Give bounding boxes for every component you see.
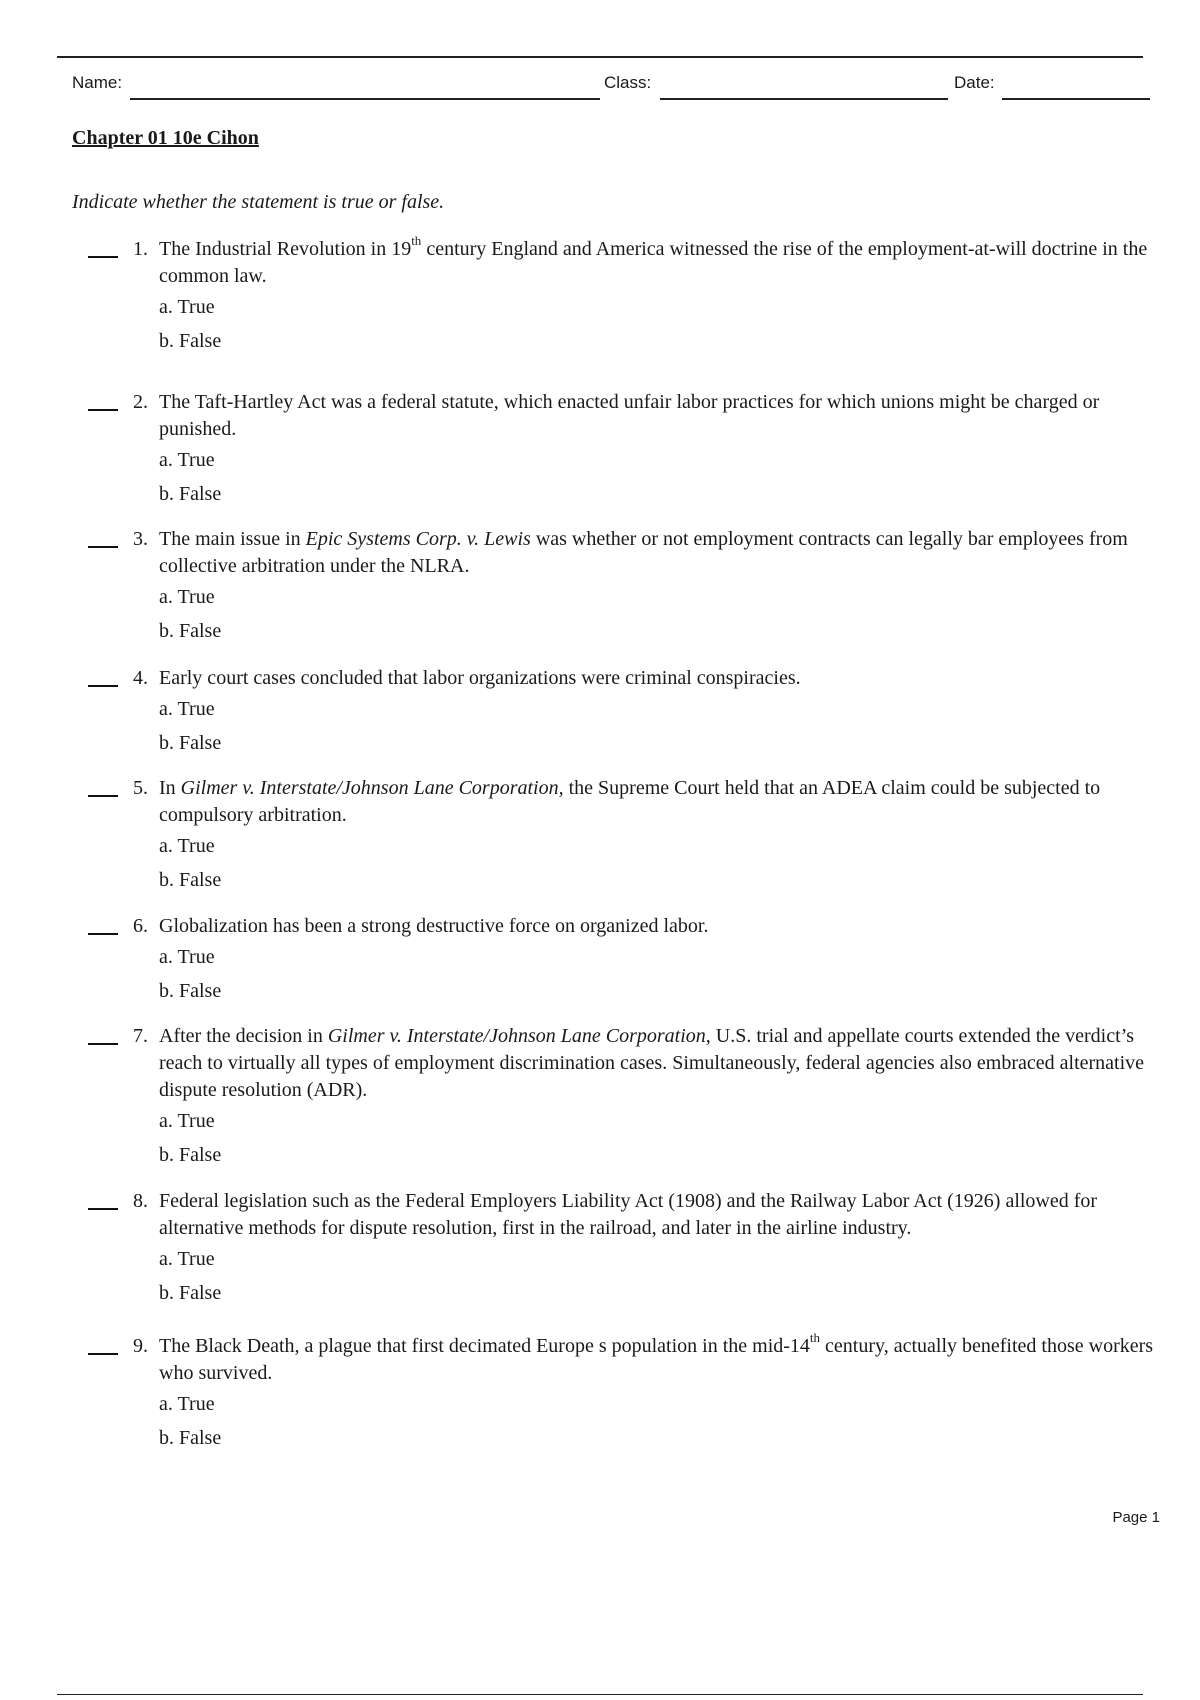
- option-false[interactable]: b. False: [159, 483, 222, 505]
- question-8: [88, 1188, 1168, 1310]
- question-stem: Federal legislation such as the Federal Employers Liability Act (1908) and the Railway Labor Act (1926) allowed for alternative methods for dispute resolution, first in the railroad, and later in the airline industry.: [159, 1190, 1098, 1239]
- question-number: 6.: [133, 915, 148, 937]
- question-number: 1.: [133, 238, 148, 260]
- question-number: 4.: [133, 667, 148, 689]
- option-false[interactable]: b. False: [159, 869, 222, 891]
- question-3: [88, 526, 1168, 648]
- question-stem: The Black Death, a plague that first decimated Europe s population in the mid-14th century, actually benefited those workers who survived.: [159, 1330, 1154, 1384]
- question-stem: The Taft-Hartley Act was a federal statute, which enacted unfair labor practices for which unions might be charged or punished.: [159, 391, 1100, 440]
- option-true[interactable]: a. True: [159, 296, 215, 318]
- question-9: [88, 1330, 1168, 1455]
- option-true[interactable]: a. True: [159, 946, 215, 968]
- answer-blank[interactable]: [88, 1192, 118, 1210]
- bottom-rule: [57, 1694, 1143, 1695]
- option-true[interactable]: a. True: [159, 1110, 215, 1132]
- answer-blank[interactable]: [88, 530, 118, 548]
- option-false[interactable]: b. False: [159, 1282, 222, 1304]
- page-number: Page 1: [1112, 1509, 1160, 1526]
- date-field[interactable]: [1002, 97, 1150, 100]
- question-number: 3.: [133, 528, 148, 550]
- question-7: [88, 1023, 1168, 1172]
- date-label: Date:: [954, 73, 995, 92]
- name-field[interactable]: [130, 97, 600, 100]
- question-number: 2.: [133, 391, 148, 413]
- option-true[interactable]: a. True: [159, 698, 215, 720]
- name-label: Name:: [72, 73, 123, 92]
- answer-blank[interactable]: [88, 240, 118, 258]
- option-false[interactable]: b. False: [159, 1144, 222, 1166]
- option-true[interactable]: a. True: [159, 449, 215, 471]
- answer-blank[interactable]: [88, 779, 118, 797]
- question-number: 9.: [133, 1335, 148, 1357]
- option-false[interactable]: b. False: [159, 980, 222, 1002]
- question-4: [88, 665, 1168, 760]
- question-6: [88, 913, 1168, 1008]
- option-true[interactable]: a. True: [159, 1248, 215, 1270]
- question-number: 8.: [133, 1190, 148, 1212]
- question-stem: After the decision in Gilmer v. Interstate/Johnson Lane Corporation, U.S. trial and appellate courts extended the verdict’s reach to virtually all types of employment discrimination cases. Simultaneously, federal agencies also embraced alternative dispute resolution (ADR).: [159, 1025, 1145, 1101]
- option-false[interactable]: b. False: [159, 1427, 222, 1449]
- question-2: [88, 389, 1168, 511]
- class-label: Class:: [604, 73, 652, 92]
- instructions: Indicate whether the statement is true or false.: [72, 191, 445, 213]
- option-true[interactable]: a. True: [159, 1393, 215, 1415]
- student-info-header: [72, 73, 1162, 101]
- question-number: 5.: [133, 777, 148, 799]
- question-number: 7.: [133, 1025, 148, 1047]
- chapter-title: Chapter 01 10e Cihon: [72, 127, 259, 149]
- option-false[interactable]: b. False: [159, 330, 222, 352]
- answer-blank[interactable]: [88, 393, 118, 411]
- answer-blank[interactable]: [88, 917, 118, 935]
- question-stem: The main issue in Epic Systems Corp. v. Lewis was whether or not employment contracts can legally bar employees from collective arbitration under the NLRA.: [159, 528, 1128, 577]
- answer-blank[interactable]: [88, 669, 118, 687]
- top-rule: [57, 56, 1143, 58]
- question-stem: Globalization has been a strong destructive force on organized labor.: [159, 915, 709, 937]
- option-false[interactable]: b. False: [159, 620, 222, 642]
- question-stem: In Gilmer v. Interstate/Johnson Lane Corporation, the Supreme Court held that an ADEA claim could be subjected to compulsory arbitration.: [159, 777, 1101, 826]
- question-5: [88, 775, 1168, 897]
- answer-blank[interactable]: [88, 1337, 118, 1355]
- question-stem: The Industrial Revolution in 19th century England and America witnessed the rise of the employment-at-will doctrine in the common law.: [159, 233, 1148, 287]
- question-stem: Early court cases concluded that labor organizations were criminal conspiracies.: [159, 667, 801, 689]
- option-true[interactable]: a. True: [159, 586, 215, 608]
- option-false[interactable]: b. False: [159, 732, 222, 754]
- class-field[interactable]: [660, 97, 948, 100]
- option-true[interactable]: a. True: [159, 835, 215, 857]
- answer-blank[interactable]: [88, 1027, 118, 1045]
- question-1: [88, 233, 1168, 358]
